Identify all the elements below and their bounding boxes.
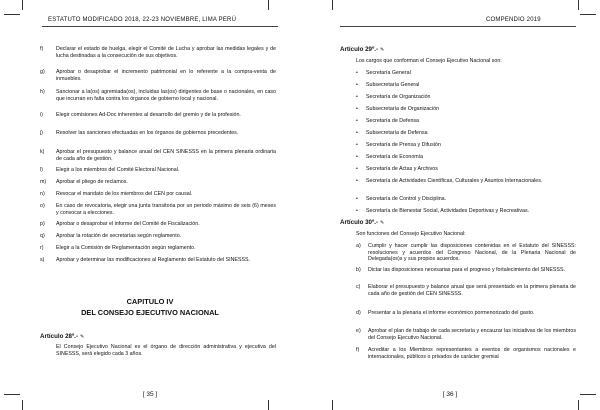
item-label: o): [40, 203, 45, 209]
list-item: [40, 233, 276, 240]
list-item: [356, 106, 576, 113]
item-text: Elegir comisiones Ad-Doc inherentes al desarrollo del gremio y de la profesión.: [56, 112, 241, 118]
item-text: Secretaría de Economía: [366, 154, 424, 160]
item-label: b): [356, 267, 361, 273]
bullet-icon: •: [356, 82, 358, 88]
crop-mark: [580, 14, 596, 15]
item-text: Sancionar a la(os) agremiada(os), incluidas las(os) dirigentes de base o nacionales, en caso que incurran en falta contra los órganos de gobierno local y nacional.: [56, 89, 276, 102]
item-text: Secretaría de Control y Disciplina.: [366, 196, 447, 202]
item-text: Revocar el mandato de los miembros del CEN por causal.: [56, 191, 193, 197]
article-heading: [340, 46, 384, 53]
crop-mark: [22, 400, 23, 410]
item-label: d): [356, 310, 361, 316]
item-label: p): [40, 221, 45, 227]
item-label: f): [356, 347, 360, 353]
article-title: Artículo 30º.-: [340, 219, 379, 226]
crop-mark: [578, 400, 579, 410]
bullet-icon: •: [356, 208, 358, 214]
running-header: COMPENDIO 2019: [486, 17, 541, 23]
bullet-icon: •: [356, 94, 358, 100]
article-title: Artículo 29º.-: [340, 46, 379, 53]
item-text: Aprobar el pliego de reclamos.: [56, 179, 128, 185]
item-text: Resolver las sanciones efectuadas en los órganos de gobiernos precedentes.: [56, 130, 239, 136]
item-text: Presentar a la plenaria el informe económico pormenorizado del gasto.: [368, 310, 535, 316]
item-text: Subsecretaría de Organización: [366, 106, 440, 112]
item-label: s): [40, 257, 45, 263]
item-label: r): [40, 245, 44, 251]
list-item: [40, 112, 276, 119]
item-text: Aprobar o desaprobar el informe del Comité de Fiscalización.: [56, 221, 200, 227]
list-item: [356, 154, 576, 161]
list-item: [40, 257, 276, 264]
pen-icon: ✎: [380, 220, 385, 226]
crop-mark: [332, 400, 333, 410]
list-item: [356, 196, 576, 203]
list-item: [356, 328, 576, 341]
item-label: h): [40, 89, 45, 95]
article-title: Artículo 28º.-: [40, 333, 79, 340]
item-text: Secretaría de Actividades Científicas, Culturales y Asuntos Internacionales.: [366, 178, 543, 184]
chapter-subtitle: DEL CONSEJO EJECUTIVO NACIONAL: [81, 308, 219, 317]
item-text: Cumplir y hacer cumplir las disposiciones contenidas en el Estatuto del SINESSS: resoluciones y acuerdos del Congreso Nacional, de la Plenaria Nacional de Delegada(os)s y sus propios acuerdos.: [368, 243, 576, 263]
list-item: [40, 245, 276, 252]
item-label: k): [40, 149, 45, 155]
list-item: [40, 69, 276, 82]
article-heading: [40, 333, 84, 340]
item-label: f): [40, 46, 44, 52]
article-intro: Son funciones del Consejo Ejecutivo Nacional:: [356, 231, 466, 237]
list-item: [356, 267, 576, 274]
header-rule: [340, 26, 576, 27]
bullet-icon: •: [356, 106, 358, 112]
right-page: [300, 0, 600, 410]
item-label: n): [40, 191, 45, 197]
pen-icon: ✎: [80, 334, 85, 340]
article-text: El Consejo Ejecutivo Nacional es el órgano de dirección administrativa y ejecutiva del SINESSS, será elegido cada 3 años.: [56, 344, 276, 357]
item-text: Subsecretaría General: [366, 82, 420, 88]
running-header: ESTATUTO MODIFICADO 2018, 22-23 NOVIEMBRE, LIMA PERÚ: [48, 17, 237, 23]
bullet-icon: •: [356, 142, 358, 148]
bullet-icon: •: [356, 130, 358, 136]
item-text: Secretaría de Organización: [366, 94, 431, 100]
item-text: Aprobar y determinar las modificaciones al Reglamento del Estatuto del SINESSS.: [56, 257, 251, 263]
list-item: [40, 149, 276, 162]
item-text: Elaborar el presupuesto y balance anual que será presentado en la primera plenaria de cada año de gestión del CEN SINESSS.: [368, 284, 576, 297]
bullet-icon: •: [356, 196, 358, 202]
list-item: [356, 178, 576, 185]
pen-icon: ✎: [380, 47, 385, 53]
chapter-title: CAPITULO IV: [126, 297, 174, 306]
article-heading: [340, 219, 384, 226]
header-rule: [42, 26, 278, 27]
item-label: q): [40, 233, 45, 239]
list-item: [356, 347, 576, 360]
list-item: [356, 310, 576, 317]
list-item: [40, 203, 276, 216]
crop-mark: [268, 0, 269, 10]
item-text: Elegir a los miembros del Comité Electoral Nacional.: [56, 167, 180, 173]
item-text: Secretaría General: [366, 70, 411, 76]
item-text: Secretaría de Prensa y Difusión: [366, 142, 441, 148]
item-text: Secretaría de Actas y Archivos: [366, 166, 438, 172]
article-intro: Los cargos que conforman el Consejo Ejecutivo Nacional son:: [356, 58, 502, 64]
item-text: En caso de revocatoria, elegir una junta transitoria por un periodo máximo de seis (6) meses y convocar a elecciones.: [56, 203, 276, 216]
bullet-icon: •: [356, 70, 358, 76]
list-item: [40, 191, 276, 198]
bullet-icon: •: [356, 154, 358, 160]
crop-mark: [578, 0, 579, 10]
item-text: Aprobar el presupuesto y balance anual del CEN SINESSS en la primera plenaria ordinaria de cada año de gestión.: [56, 149, 276, 162]
item-label: i): [40, 112, 43, 118]
list-item: [40, 46, 276, 59]
page-number: [ 35 ]: [142, 391, 158, 398]
crop-mark: [4, 14, 20, 15]
item-text: Aprobar el plan de trabajo de cada secretaría y encauzar las iniciativas de los miembros del Consejo Ejecutivo Nacional.: [368, 328, 576, 341]
crop-mark: [332, 0, 333, 10]
item-text: Secretaría de Bienestar Social, Actividades Deportivas y Recreativas.: [366, 208, 530, 214]
item-text: Acreditar a los Miembros representantes a eventos de organismos nacionales e internacionales, públicos o privados de carácter gremial: [368, 347, 576, 360]
list-item: [356, 82, 576, 89]
list-item: [356, 70, 576, 77]
crop-mark: [268, 400, 269, 410]
list-item: [356, 166, 576, 173]
list-item: [40, 221, 276, 228]
item-label: l): [40, 167, 43, 173]
item-label: j): [40, 130, 43, 136]
bullet-icon: •: [356, 118, 358, 124]
bullet-icon: •: [356, 178, 358, 184]
list-item: [356, 94, 576, 101]
list-item: [40, 167, 276, 174]
item-text: Subsecretaría de Defensa: [366, 130, 428, 136]
list-item: [356, 243, 576, 263]
crop-mark: [22, 0, 23, 10]
item-label: a): [356, 243, 361, 249]
item-text: Secretaría de Defensa: [366, 118, 419, 124]
list-item: [356, 142, 576, 149]
item-label: e): [356, 328, 361, 334]
bullet-icon: •: [356, 166, 358, 172]
list-item: [40, 89, 276, 102]
list-item: [40, 179, 276, 186]
item-text: Dictar las disposiciones necesarias para el progreso y fortalecimiento del SINESSS.: [368, 267, 565, 273]
item-text: Elegir a la Comisión de Reglamentación según reglamento.: [56, 245, 196, 251]
item-text: Aprobar la rotación de secretarías según reglamento.: [56, 233, 182, 239]
item-label: g): [40, 69, 45, 75]
list-item: [40, 130, 276, 137]
list-item: [356, 130, 576, 137]
list-item: [356, 284, 576, 297]
list-item: [356, 208, 576, 215]
item-text: Aprobar o desaprobar el incremento patrimonial en lo referente a la compra-venta de inmuebles.: [56, 69, 276, 82]
list-item: [356, 118, 576, 125]
item-label: c): [356, 284, 361, 290]
item-label: m): [40, 179, 47, 185]
item-text: Declarar el estado de huelga, elegir el Comité de Lucha y aprobar las medidas legales y de lucha destinadas a la consecución de sus objetivos.: [56, 46, 276, 59]
page-number: [ 36 ]: [442, 391, 458, 398]
